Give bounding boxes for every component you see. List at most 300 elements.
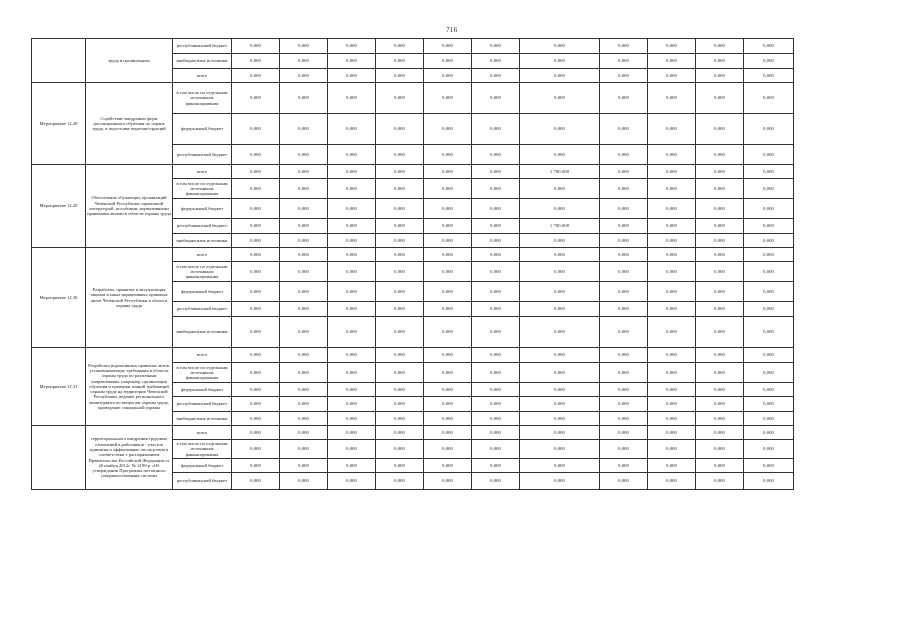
value-cell: 0,000: [280, 145, 328, 165]
value-cell: 0,000: [520, 145, 600, 165]
value-cell: 0,000: [744, 440, 794, 459]
value-cell: 0,000: [696, 440, 744, 459]
value-cell: 0,000: [280, 262, 328, 282]
value-cell: 0,000: [472, 248, 520, 262]
value-cell: 0,000: [232, 426, 280, 440]
value-cell: 0,000: [328, 363, 376, 383]
value-cell: 0,000: [600, 114, 648, 145]
value-cell: 0,000: [520, 412, 600, 426]
value-cell: 0,000: [472, 219, 520, 234]
value-cell: 0,000: [328, 459, 376, 473]
value-cell: 0,000: [648, 282, 696, 302]
value-cell: 0,000: [472, 397, 520, 412]
value-cell: 0,000: [600, 363, 648, 383]
value-cell: 0,000: [600, 248, 648, 262]
value-cell: 0,000: [600, 317, 648, 348]
value-cell: 0,000: [472, 114, 520, 145]
value-cell: 1 700,000: [520, 219, 600, 234]
value-cell: 0,000: [424, 54, 472, 69]
value-cell: 0,000: [232, 248, 280, 262]
value-cell: 0,000: [232, 234, 280, 248]
value-cell: 0,000: [424, 302, 472, 317]
value-cell: 0,000: [520, 69, 600, 83]
value-cell: 0,000: [280, 69, 328, 83]
value-cell: 0,000: [376, 179, 424, 199]
value-cell: 0,000: [648, 248, 696, 262]
value-cell: 0,000: [696, 363, 744, 383]
value-cell: 0,000: [520, 199, 600, 219]
value-cell: 0,000: [424, 234, 472, 248]
value-cell: 0,000: [648, 348, 696, 363]
value-cell: 0,000: [696, 165, 744, 179]
value-cell: 0,000: [328, 114, 376, 145]
value-cell: 0,000: [232, 165, 280, 179]
value-cell: 0,000: [232, 83, 280, 114]
value-cell: 0,000: [696, 234, 744, 248]
value-cell: 0,000: [376, 234, 424, 248]
value-cell: 0,000: [424, 383, 472, 397]
value-cell: 0,000: [696, 114, 744, 145]
value-cell: 0,000: [376, 397, 424, 412]
value-cell: 0,000: [232, 262, 280, 282]
value-cell: 0,000: [520, 440, 600, 459]
value-cell: 0,000: [376, 83, 424, 114]
value-cell: 0,000: [232, 459, 280, 473]
funding-source-cell: внебюджетные источники: [173, 54, 232, 69]
value-cell: 0,000: [696, 219, 744, 234]
value-cell: 0,000: [600, 473, 648, 490]
value-cell: 0,000: [280, 39, 328, 54]
value-cell: 0,000: [600, 234, 648, 248]
value-cell: 0,000: [376, 69, 424, 83]
table-body: [32, 39, 794, 490]
value-cell: 0,000: [232, 348, 280, 363]
value-cell: 0,000: [280, 412, 328, 426]
value-cell: 0,000: [600, 262, 648, 282]
value-cell: 0,000: [424, 459, 472, 473]
value-cell: 0,000: [376, 219, 424, 234]
value-cell: 0,000: [424, 114, 472, 145]
value-cell: 0,000: [600, 219, 648, 234]
value-cell: 0,000: [600, 145, 648, 165]
value-cell: 0,000: [280, 383, 328, 397]
value-cell: 0,000: [472, 440, 520, 459]
value-cell: 0,000: [328, 473, 376, 490]
value-cell: 0,000: [376, 426, 424, 440]
funding-source-cell: республиканский бюджет: [173, 302, 232, 317]
value-cell: 0,000: [648, 262, 696, 282]
value-cell: 0,000: [744, 83, 794, 114]
value-cell: 0,000: [280, 114, 328, 145]
value-cell: 0,000: [376, 165, 424, 179]
value-cell: 0,000: [424, 179, 472, 199]
value-cell: 0,000: [696, 459, 744, 473]
value-cell: 0,000: [424, 317, 472, 348]
value-cell: 0,000: [520, 262, 600, 282]
value-cell: 0,000: [328, 248, 376, 262]
value-cell: 0,000: [280, 248, 328, 262]
value-cell: 0,000: [744, 69, 794, 83]
table-row: [32, 426, 794, 440]
value-cell: 0,000: [328, 83, 376, 114]
value-cell: 0,000: [744, 179, 794, 199]
value-cell: 0,000: [648, 39, 696, 54]
page-number: 716: [446, 26, 458, 34]
value-cell: 0,000: [520, 282, 600, 302]
value-cell: 0,000: [328, 219, 376, 234]
value-cell: 0,000: [376, 39, 424, 54]
description-cell: Содействие внедрению форм дистанционного обучения по охране труда, в подготовке видеоинструкций: [86, 83, 173, 165]
value-cell: 0,000: [696, 302, 744, 317]
value-cell: 0,000: [232, 473, 280, 490]
table-row: [32, 165, 794, 179]
value-cell: 0,000: [472, 282, 520, 302]
value-cell: 0,000: [520, 317, 600, 348]
event-cell: [32, 39, 86, 83]
value-cell: 0,000: [328, 179, 376, 199]
value-cell: 0,000: [472, 83, 520, 114]
value-cell: 1 700,000: [520, 165, 600, 179]
value-cell: 0,000: [744, 145, 794, 165]
funding-source-cell: внебюджетные источники: [173, 234, 232, 248]
value-cell: 0,000: [600, 39, 648, 54]
value-cell: 0,000: [744, 302, 794, 317]
funding-source-cell: республиканский бюджет: [173, 397, 232, 412]
value-cell: 0,000: [520, 179, 600, 199]
value-cell: 0,000: [472, 54, 520, 69]
funding-source-cell: всего: [173, 165, 232, 179]
value-cell: 0,000: [376, 459, 424, 473]
value-cell: 0,000: [696, 39, 744, 54]
event-cell: Мероприятие 12.30: [32, 248, 86, 348]
value-cell: 0,000: [648, 397, 696, 412]
value-cell: 0,000: [520, 83, 600, 114]
value-cell: 0,000: [280, 440, 328, 459]
value-cell: 0,000: [424, 219, 472, 234]
value-cell: 0,000: [376, 383, 424, 397]
value-cell: 0,000: [280, 282, 328, 302]
value-cell: 0,000: [376, 473, 424, 490]
value-cell: 0,000: [280, 397, 328, 412]
value-cell: 0,000: [328, 199, 376, 219]
value-cell: 0,000: [328, 262, 376, 282]
value-cell: 0,000: [520, 248, 600, 262]
value-cell: 0,000: [696, 83, 744, 114]
value-cell: 0,000: [232, 302, 280, 317]
value-cell: 0,000: [232, 199, 280, 219]
funding-source-cell: внебюджетные источники: [173, 317, 232, 348]
funding-source-cell: федеральный бюджет: [173, 199, 232, 219]
value-cell: 0,000: [472, 145, 520, 165]
budget-table: [31, 38, 794, 490]
value-cell: 0,000: [520, 426, 600, 440]
value-cell: 0,000: [232, 282, 280, 302]
value-cell: 0,000: [520, 397, 600, 412]
value-cell: 0,000: [744, 248, 794, 262]
value-cell: 0,000: [424, 165, 472, 179]
value-cell: 0,000: [328, 302, 376, 317]
funding-source-cell: в том числе по отдельным источникам финансирования: [173, 262, 232, 282]
value-cell: 0,000: [328, 69, 376, 83]
value-cell: 0,000: [520, 39, 600, 54]
value-cell: 0,000: [280, 459, 328, 473]
value-cell: 0,000: [648, 459, 696, 473]
value-cell: 0,000: [280, 234, 328, 248]
value-cell: 0,000: [696, 426, 744, 440]
value-cell: 0,000: [472, 165, 520, 179]
value-cell: 0,000: [648, 234, 696, 248]
value-cell: 0,000: [472, 69, 520, 83]
value-cell: 0,000: [328, 426, 376, 440]
description-cell: Обеспечение обучающих организаций Чеченской Республики справочной литературой, пособиями, нормативными правовыми актами в области охраны труда: [86, 165, 173, 248]
value-cell: 0,000: [376, 348, 424, 363]
value-cell: 0,000: [696, 69, 744, 83]
value-cell: 0,000: [600, 69, 648, 83]
value-cell: 0,000: [376, 317, 424, 348]
value-cell: 0,000: [648, 165, 696, 179]
value-cell: 0,000: [472, 199, 520, 219]
event-cell: Мероприятие 12.28: [32, 83, 86, 165]
value-cell: 0,000: [376, 114, 424, 145]
value-cell: 0,000: [696, 473, 744, 490]
value-cell: 0,000: [424, 412, 472, 426]
value-cell: 0,000: [696, 412, 744, 426]
value-cell: 0,000: [328, 440, 376, 459]
event-cell: [32, 426, 86, 490]
value-cell: 0,000: [696, 248, 744, 262]
value-cell: 0,000: [472, 426, 520, 440]
value-cell: 0,000: [232, 54, 280, 69]
value-cell: 0,000: [696, 397, 744, 412]
value-cell: 0,000: [600, 83, 648, 114]
value-cell: 0,000: [696, 54, 744, 69]
funding-source-cell: в том числе по отдельным источникам финансирования: [173, 363, 232, 383]
value-cell: 0,000: [280, 179, 328, 199]
value-cell: 0,000: [520, 473, 600, 490]
funding-source-cell: всего: [173, 69, 232, 83]
value-cell: 0,000: [328, 397, 376, 412]
value-cell: 0,000: [376, 282, 424, 302]
value-cell: 0,000: [376, 440, 424, 459]
value-cell: 0,000: [600, 165, 648, 179]
value-cell: 0,000: [696, 179, 744, 199]
description-cell: Разработка, принятие и актуализация законов и иных нормативных правовых актов Чеченской Республики в области охраны труда: [86, 248, 173, 348]
value-cell: 0,000: [648, 219, 696, 234]
value-cell: 0,000: [744, 459, 794, 473]
value-cell: 0,000: [232, 39, 280, 54]
value-cell: 0,000: [648, 114, 696, 145]
funding-source-cell: республиканский бюджет: [173, 219, 232, 234]
value-cell: 0,000: [280, 165, 328, 179]
value-cell: 0,000: [648, 412, 696, 426]
funding-source-cell: федеральный бюджет: [173, 114, 232, 145]
value-cell: 0,000: [472, 363, 520, 383]
value-cell: 0,000: [376, 412, 424, 426]
value-cell: 0,000: [696, 262, 744, 282]
value-cell: 0,000: [648, 473, 696, 490]
value-cell: 0,000: [472, 179, 520, 199]
value-cell: 0,000: [280, 199, 328, 219]
funding-source-cell: всего: [173, 348, 232, 363]
value-cell: 0,000: [280, 426, 328, 440]
value-cell: 0,000: [600, 440, 648, 459]
value-cell: 0,000: [744, 114, 794, 145]
value-cell: 0,000: [328, 383, 376, 397]
value-cell: 0,000: [424, 282, 472, 302]
funding-source-cell: республиканский бюджет: [173, 145, 232, 165]
value-cell: 0,000: [280, 83, 328, 114]
value-cell: 0,000: [600, 302, 648, 317]
value-cell: 0,000: [648, 145, 696, 165]
value-cell: 0,000: [424, 426, 472, 440]
value-cell: 0,000: [648, 302, 696, 317]
value-cell: 0,000: [472, 473, 520, 490]
value-cell: 0,000: [648, 54, 696, 69]
value-cell: 0,000: [648, 179, 696, 199]
value-cell: 0,000: [280, 473, 328, 490]
value-cell: 0,000: [280, 54, 328, 69]
value-cell: 0,000: [328, 145, 376, 165]
value-cell: 0,000: [696, 145, 744, 165]
funding-source-cell: федеральный бюджет: [173, 459, 232, 473]
value-cell: 0,000: [744, 348, 794, 363]
funding-source-cell: республиканский бюджет: [173, 39, 232, 54]
funding-source-cell: всего: [173, 426, 232, 440]
value-cell: 0,000: [232, 69, 280, 83]
value-cell: 0,000: [424, 440, 472, 459]
value-cell: 0,000: [376, 262, 424, 282]
value-cell: 0,000: [376, 54, 424, 69]
value-cell: 0,000: [600, 282, 648, 302]
value-cell: 0,000: [696, 317, 744, 348]
value-cell: 0,000: [696, 383, 744, 397]
value-cell: 0,000: [600, 348, 648, 363]
value-cell: 0,000: [232, 412, 280, 426]
table-row: [32, 348, 794, 363]
value-cell: 0,000: [744, 165, 794, 179]
value-cell: 0,000: [648, 363, 696, 383]
funding-source-cell: федеральный бюджет: [173, 383, 232, 397]
value-cell: 0,000: [744, 317, 794, 348]
value-cell: 0,000: [232, 145, 280, 165]
value-cell: 0,000: [472, 383, 520, 397]
description-cell: труда в организациях: [86, 39, 173, 83]
value-cell: 0,000: [600, 54, 648, 69]
value-cell: 0,000: [648, 440, 696, 459]
funding-source-cell: федеральный бюджет: [173, 282, 232, 302]
value-cell: 0,000: [520, 459, 600, 473]
funding-source-cell: республиканский бюджет: [173, 473, 232, 490]
funding-source-cell: в том числе по отдельным источникам финансирования: [173, 179, 232, 199]
value-cell: 0,000: [520, 234, 600, 248]
value-cell: 0,000: [648, 317, 696, 348]
value-cell: 0,000: [232, 363, 280, 383]
value-cell: 0,000: [424, 348, 472, 363]
value-cell: 0,000: [520, 363, 600, 383]
value-cell: 0,000: [648, 83, 696, 114]
value-cell: 0,000: [520, 348, 600, 363]
value-cell: 0,000: [280, 219, 328, 234]
value-cell: 0,000: [376, 145, 424, 165]
description-cell: Разработка нормативных правовых актов, устанавливающих требования в области охраны труда по различным направлениям, например, организация обучения и проверки знаний требований охраны труда на территории Чеченской Республики, ведение регионального мониторинга по вопросам охраны труда, проведение социальной охраны: [86, 348, 173, 426]
value-cell: 0,000: [424, 248, 472, 262]
value-cell: 0,000: [472, 234, 520, 248]
value-cell: 0,000: [232, 179, 280, 199]
value-cell: 0,000: [744, 219, 794, 234]
value-cell: 0,000: [232, 114, 280, 145]
event-cell: Мероприятие 12.31: [32, 348, 86, 426]
value-cell: 0,000: [744, 383, 794, 397]
value-cell: 0,000: [744, 262, 794, 282]
value-cell: 0,000: [472, 317, 520, 348]
value-cell: 0,000: [280, 302, 328, 317]
value-cell: 0,000: [424, 83, 472, 114]
funding-source-cell: внебюджетные источники: [173, 412, 232, 426]
value-cell: 0,000: [280, 317, 328, 348]
value-cell: 0,000: [744, 39, 794, 54]
value-cell: 0,000: [696, 348, 744, 363]
value-cell: 0,000: [648, 426, 696, 440]
value-cell: 0,000: [744, 473, 794, 490]
value-cell: 0,000: [744, 363, 794, 383]
funding-source-cell: в том числе по отдельным источникам финансирования: [173, 440, 232, 459]
value-cell: 0,000: [328, 317, 376, 348]
value-cell: 0,000: [472, 262, 520, 282]
value-cell: 0,000: [600, 412, 648, 426]
value-cell: 0,000: [472, 459, 520, 473]
value-cell: 0,000: [424, 363, 472, 383]
value-cell: 0,000: [648, 199, 696, 219]
value-cell: 0,000: [520, 383, 600, 397]
value-cell: 0,000: [472, 348, 520, 363]
value-cell: 0,000: [424, 397, 472, 412]
value-cell: 0,000: [232, 383, 280, 397]
value-cell: 0,000: [328, 234, 376, 248]
value-cell: 0,000: [744, 397, 794, 412]
value-cell: 0,000: [424, 473, 472, 490]
funding-source-cell: всего: [173, 248, 232, 262]
value-cell: 0,000: [600, 383, 648, 397]
value-cell: 0,000: [424, 39, 472, 54]
value-cell: 0,000: [232, 397, 280, 412]
event-cell: Мероприятие 12.29: [32, 165, 86, 248]
value-cell: 0,000: [328, 412, 376, 426]
value-cell: 0,000: [744, 426, 794, 440]
table-row: [32, 83, 794, 114]
value-cell: 0,000: [424, 199, 472, 219]
value-cell: 0,000: [376, 248, 424, 262]
table-row: [32, 248, 794, 262]
table-row: [32, 39, 794, 54]
value-cell: 0,000: [696, 199, 744, 219]
value-cell: 0,000: [472, 412, 520, 426]
value-cell: 0,000: [280, 348, 328, 363]
value-cell: 0,000: [744, 54, 794, 69]
value-cell: 0,000: [328, 348, 376, 363]
value-cell: 0,000: [280, 363, 328, 383]
value-cell: 0,000: [424, 69, 472, 83]
funding-source-cell: в том числе по отдельным источникам финансирования: [173, 83, 232, 114]
value-cell: 0,000: [648, 383, 696, 397]
value-cell: 0,000: [376, 302, 424, 317]
value-cell: 0,000: [376, 199, 424, 219]
value-cell: 0,000: [520, 114, 600, 145]
value-cell: 0,000: [520, 302, 600, 317]
value-cell: 0,000: [600, 199, 648, 219]
value-cell: 0,000: [232, 317, 280, 348]
value-cell: 0,000: [600, 397, 648, 412]
value-cell: 0,000: [328, 282, 376, 302]
